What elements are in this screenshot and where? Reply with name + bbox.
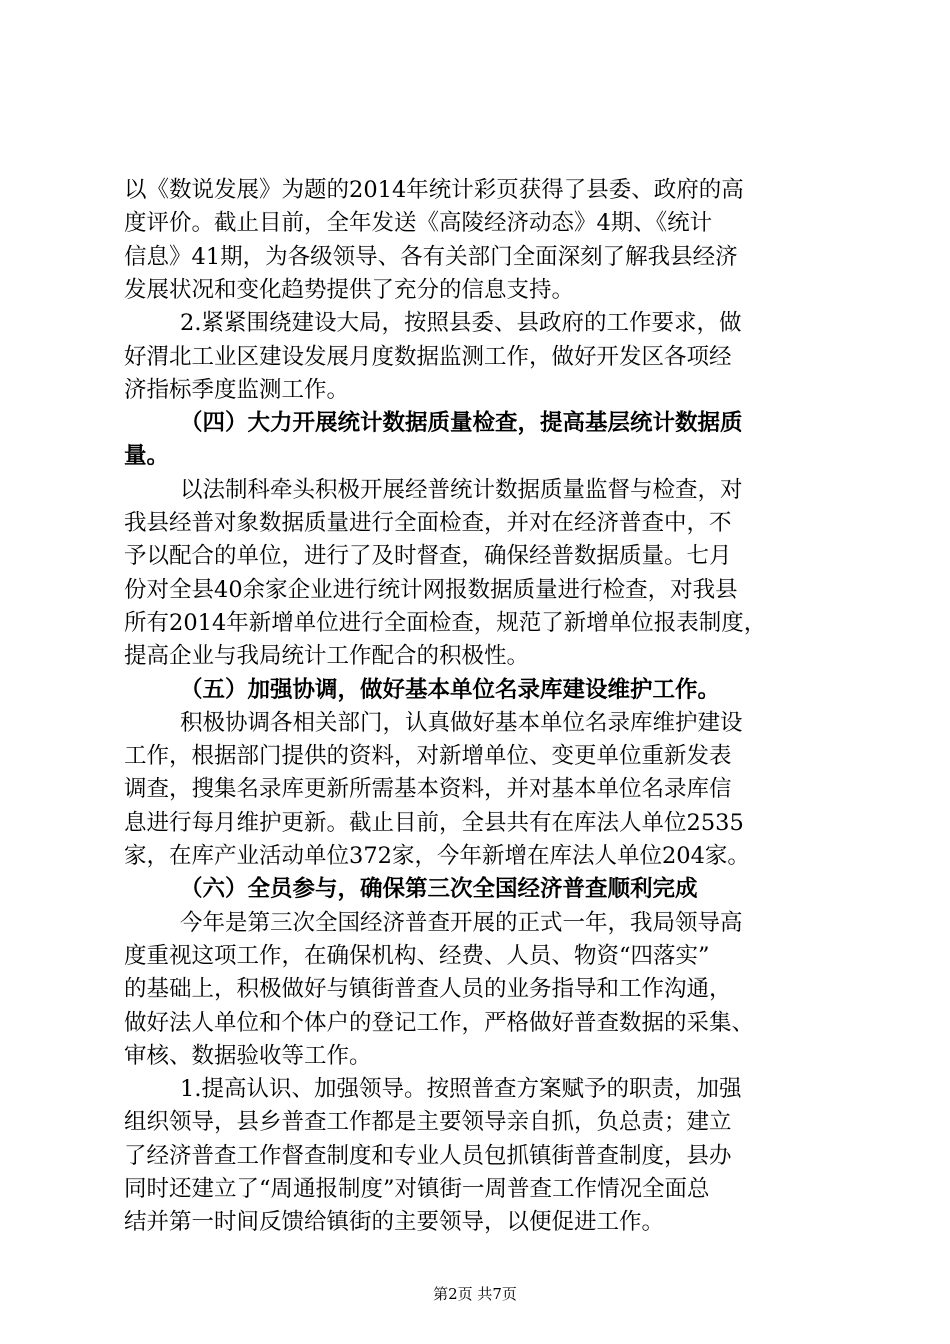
- paragraph-line: 积极协调各相关部门，认真做好基本单位名录库维护建设: [180, 709, 743, 736]
- paragraph-line: 发展状况和变化趋势提供了充分的信息支持。: [124, 276, 575, 303]
- paragraph-line: 所有2014年新增单位进行全面检查，规范了新增单位报表制度，: [124, 609, 767, 636]
- paragraph-line: 度评价。截止目前，全年发送《高陵经济动态》4期、《统计: [124, 210, 713, 237]
- paragraph-line: 息进行每月维护更新。截止目前，全县共有在库法人单位2535: [124, 809, 744, 836]
- paragraph-line: 家，在库产业活动单位372家，今年新增在库法人单位204家。: [124, 843, 750, 869]
- paragraph-line: 今年是第三次全国经济普查开展的正式一年，我局领导高: [180, 909, 743, 936]
- paragraph-line: 我县经普对象数据质量进行全面检查，并对在经济普查中，不: [124, 510, 732, 536]
- paragraph-line: 提高企业与我局统计工作配合的积极性。: [124, 643, 530, 670]
- paragraph-line: 1.提高认识、加强领导。按照普查方案赋予的职责，加强: [180, 1076, 742, 1103]
- paragraph-line: 信息》41期，为各级领导、各有关部门全面深刻了解我县经济: [124, 243, 738, 270]
- paragraph-line: 予以配合的单位，进行了及时督查，确保经普数据质量。七月: [124, 543, 732, 570]
- paragraph-line: 审核、数据验收等工作。: [124, 1042, 372, 1069]
- paragraph-line: 2.紧紧围绕建设大局，按照县委、县政府的工作要求，做: [180, 310, 742, 337]
- paragraph-line: 以《数说发展》为题的2014年统计彩页获得了县委、政府的高: [124, 177, 744, 203]
- paragraph-line: 工作，根据部门提供的资料，对新增单位、变更单位重新发表: [124, 743, 732, 770]
- paragraph-line: 的基础上，积极做好与镇街普查人员的业务指导和工作沟通，: [124, 976, 732, 1003]
- paragraph-line: 组织领导，县乡普查工作都是主要领导亲自抓，负总责；建立: [124, 1109, 732, 1136]
- paragraph-line: 以法制科牵头积极开展经普统计数据质量监督与检查，对: [180, 476, 743, 503]
- paragraph-line: 做好法人单位和个体户的登记工作，严格做好普查数据的采集、: [124, 1009, 755, 1036]
- paragraph-line: 份对全县40余家企业进行统计网报数据质量进行检查，对我县: [124, 576, 738, 603]
- section-heading-line: （六）全员参与，确保第三次全国经济普查顺利完成: [180, 876, 698, 903]
- page-footer: 第2页 共7页: [433, 1285, 517, 1303]
- section-heading-line: 量。: [124, 443, 170, 470]
- paragraph-line: 调查，搜集名录库更新所需基本资料，并对基本单位名录库信: [124, 776, 732, 803]
- paragraph-line: 了经济普查工作督查制度和专业人员包抓镇街普查制度，县办: [124, 1142, 732, 1169]
- section-heading-line: （四）大力开展统计数据质量检查，提高基层统计数据质: [180, 410, 743, 437]
- paragraph-line: 结并第一时间反馈给镇街的主要领导，以便促进工作。: [124, 1209, 665, 1236]
- paragraph-line: 好渭北工业区建设发展月度数据监测工作，做好开发区各项经: [124, 343, 732, 370]
- paragraph-line: 同时还建立了“周通报制度”对镇街一周普查工作情况全面总: [124, 1176, 710, 1202]
- section-heading-line: （五）加强协调，做好基本单位名录库建设维护工作。: [180, 676, 721, 703]
- paragraph-line: 度重视这项工作，在确保机构、经费、人员、物资“四落实”: [124, 942, 710, 969]
- paragraph-line: 济指标季度监测工作。: [124, 376, 350, 403]
